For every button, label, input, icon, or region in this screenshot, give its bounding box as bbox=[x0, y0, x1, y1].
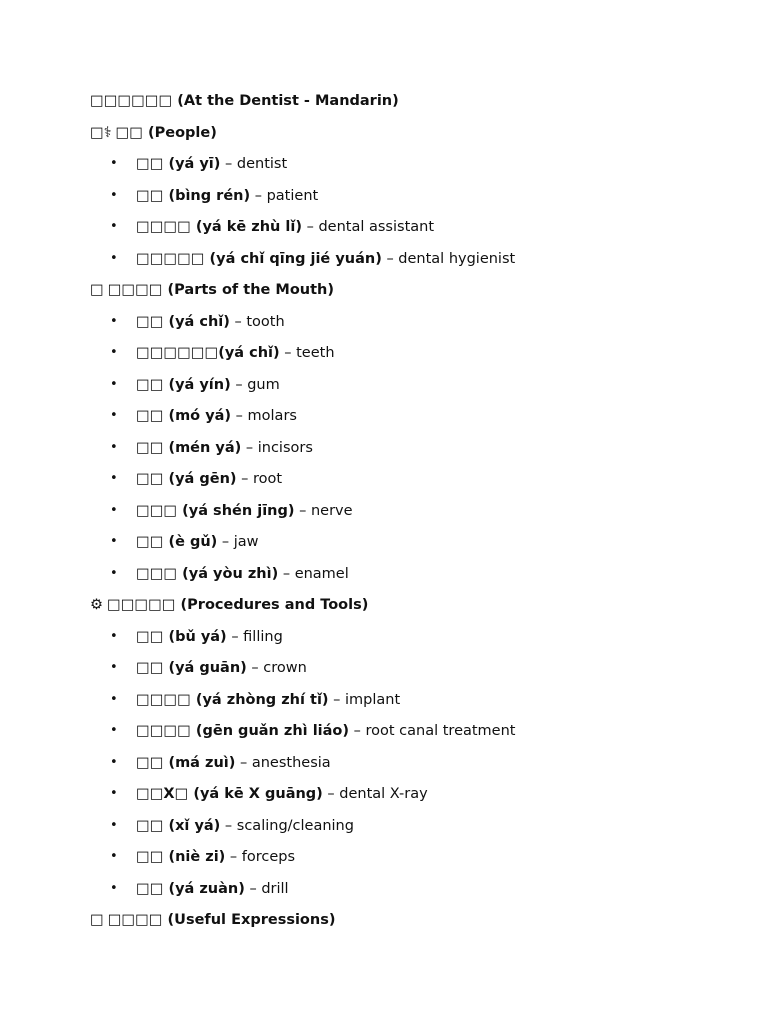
vocab-term: □□X□ (yá kē X guāng) bbox=[136, 786, 323, 802]
vocab-gloss: enamel bbox=[294, 565, 349, 582]
bullet-icon: • bbox=[110, 502, 118, 518]
list-item bbox=[90, 372, 730, 404]
health-worker-icon: □⚕ bbox=[90, 124, 112, 141]
dash-separator: – bbox=[221, 534, 230, 550]
bullet-icon: • bbox=[110, 156, 118, 171]
vocab-term: □□□ (yá yòu zhì) bbox=[136, 565, 279, 582]
vocab-gloss: dentist bbox=[236, 156, 288, 172]
vocab-term: □□ (yá yín) bbox=[136, 376, 231, 393]
bullet-icon: • bbox=[110, 250, 118, 266]
bullet-icon: • bbox=[110, 439, 118, 455]
list-item bbox=[90, 466, 730, 498]
vocab-term: □□ (bìng rén) bbox=[136, 187, 251, 204]
list-item bbox=[90, 718, 730, 750]
bullet-icon: • bbox=[110, 817, 118, 833]
section-heading-text: □□ (People) bbox=[115, 124, 217, 141]
bullet-icon: • bbox=[110, 187, 118, 203]
list-item bbox=[90, 750, 730, 782]
bullet-icon: • bbox=[110, 880, 118, 896]
vocab-term: □□ (yá yī) bbox=[136, 156, 221, 172]
vocab-gloss: filling bbox=[243, 628, 283, 645]
mouth-icon: □ bbox=[90, 282, 104, 298]
list-item bbox=[90, 183, 730, 215]
bullet-icon: • bbox=[110, 345, 118, 360]
section-heading-expressions bbox=[90, 907, 730, 939]
bullet-icon: • bbox=[110, 376, 118, 392]
bullet-icon: • bbox=[110, 313, 118, 329]
bullet-icon: • bbox=[110, 754, 118, 770]
vocab-term: □□□□ (yá zhòng zhí tǐ) bbox=[136, 691, 329, 708]
vocab-gloss: dental assistant bbox=[318, 219, 435, 235]
bullet-icon: • bbox=[110, 565, 118, 581]
list-item bbox=[90, 309, 730, 341]
vocab-term: □□ (yá gēn) bbox=[136, 471, 237, 487]
bullet-icon: • bbox=[110, 534, 118, 549]
section-heading-procedures bbox=[90, 592, 730, 624]
vocab-term: □□ (yá zuàn) bbox=[136, 880, 245, 897]
vocab-gloss: nerve bbox=[310, 502, 353, 519]
vocab-term: □□□□□ (yá chǐ qīng jié yuán) bbox=[136, 250, 382, 267]
vocab-gloss: dental X-ray bbox=[339, 786, 428, 802]
vocab-term: □□ (è gǔ) bbox=[136, 534, 218, 550]
speech-icon: □ bbox=[90, 912, 104, 928]
section-heading-people bbox=[90, 120, 730, 152]
list-item bbox=[90, 246, 730, 278]
section-heading-text: □□□□ (Useful Expressions) bbox=[107, 912, 336, 928]
vocab-list-people bbox=[90, 151, 730, 277]
dash-separator: – bbox=[284, 345, 292, 361]
vocab-term: □□ (yá chǐ) bbox=[136, 313, 230, 330]
document-title bbox=[90, 88, 730, 120]
dash-separator: – bbox=[224, 817, 233, 834]
bullet-icon: • bbox=[110, 628, 118, 644]
section-heading-mouth bbox=[90, 277, 730, 309]
bullet-icon: • bbox=[110, 408, 118, 423]
bullet-icon: • bbox=[110, 660, 118, 675]
vocab-gloss: crown bbox=[263, 660, 307, 676]
bullet-icon: • bbox=[110, 723, 118, 738]
bullet-icon: • bbox=[110, 691, 118, 707]
dash-separator: – bbox=[386, 250, 394, 267]
list-item bbox=[90, 498, 730, 530]
vocab-term: □□□□ (gēn guǎn zhì liáo) bbox=[136, 723, 350, 739]
list-item bbox=[90, 529, 730, 561]
dash-separator: – bbox=[327, 786, 335, 802]
dash-separator: – bbox=[353, 723, 361, 739]
vocab-term: □□ (yá guān) bbox=[136, 660, 247, 676]
vocab-term: □□□ (yá shén jīng) bbox=[136, 502, 295, 519]
list-item bbox=[90, 403, 730, 435]
vocab-gloss: drill bbox=[261, 880, 289, 897]
dash-separator: – bbox=[240, 754, 248, 771]
list-item bbox=[90, 214, 730, 246]
vocab-gloss: dental hygienist bbox=[398, 250, 516, 267]
bullet-icon: • bbox=[110, 471, 118, 486]
vocab-gloss: gum bbox=[247, 376, 280, 393]
dash-separator: – bbox=[299, 502, 307, 519]
vocab-gloss: tooth bbox=[246, 313, 285, 330]
vocab-gloss: molars bbox=[247, 408, 297, 424]
vocab-term: □□ (niè zi) bbox=[136, 849, 226, 865]
vocab-term: □□ (mó yá) bbox=[136, 408, 232, 424]
dash-separator: – bbox=[254, 187, 262, 204]
dash-separator: – bbox=[245, 439, 254, 456]
vocab-term: □□ (xǐ yá) bbox=[136, 817, 221, 834]
vocab-gloss: root bbox=[253, 471, 283, 487]
vocab-gloss: anesthesia bbox=[251, 754, 331, 771]
list-item bbox=[90, 876, 730, 908]
dash-separator: – bbox=[241, 471, 249, 487]
vocab-gloss: patient bbox=[266, 187, 319, 204]
list-item bbox=[90, 781, 730, 813]
list-item bbox=[90, 624, 730, 656]
document-content bbox=[90, 88, 730, 939]
dash-separator: – bbox=[333, 691, 341, 708]
dash-separator: – bbox=[234, 313, 242, 330]
vocab-term: □□ (má zuì) bbox=[136, 754, 236, 771]
list-item bbox=[90, 435, 730, 467]
bullet-icon: • bbox=[110, 219, 118, 234]
document-title-text: □□□□□□ (At the Dentist - Mandarin) bbox=[90, 93, 399, 109]
vocab-term: □□□□ (yá kē zhù lǐ) bbox=[136, 219, 302, 235]
vocab-term: □□ (bǔ yá) bbox=[136, 628, 227, 645]
vocab-gloss: incisors bbox=[257, 439, 313, 456]
list-item bbox=[90, 340, 730, 372]
list-item bbox=[90, 687, 730, 719]
sections-container bbox=[90, 120, 730, 939]
list-item bbox=[90, 813, 730, 845]
dash-separator: – bbox=[235, 376, 243, 393]
vocab-gloss: forceps bbox=[241, 849, 296, 865]
vocab-list-mouth bbox=[90, 309, 730, 593]
section-heading-text: □□□□□ (Procedures and Tools) bbox=[107, 597, 369, 613]
list-item bbox=[90, 844, 730, 876]
section-heading-text: □□□□ (Parts of the Mouth) bbox=[107, 282, 335, 298]
dash-separator: – bbox=[282, 565, 291, 582]
bullet-icon: • bbox=[110, 786, 118, 801]
bullet-icon: • bbox=[110, 849, 118, 864]
vocab-list-procedures bbox=[90, 624, 730, 908]
vocab-gloss: implant bbox=[345, 691, 401, 708]
list-item bbox=[90, 655, 730, 687]
gear-icon: ⚙ bbox=[90, 597, 103, 613]
vocab-term: □□ (mén yá) bbox=[136, 439, 242, 456]
vocab-gloss: jaw bbox=[233, 534, 259, 550]
dash-separator: – bbox=[249, 880, 257, 897]
dash-separator: – bbox=[231, 628, 239, 645]
vocab-gloss: root canal treatment bbox=[365, 723, 516, 739]
dash-separator: – bbox=[235, 408, 243, 424]
dash-separator: – bbox=[229, 849, 238, 865]
list-item bbox=[90, 561, 730, 593]
dash-separator: – bbox=[225, 156, 233, 172]
vocab-term: □□□□□□(yá chǐ) bbox=[136, 345, 280, 361]
dash-separator: – bbox=[251, 660, 259, 676]
list-item bbox=[90, 151, 730, 183]
vocab-gloss: scaling/cleaning bbox=[236, 817, 354, 834]
dash-separator: – bbox=[306, 219, 314, 235]
vocab-gloss: teeth bbox=[296, 345, 335, 361]
